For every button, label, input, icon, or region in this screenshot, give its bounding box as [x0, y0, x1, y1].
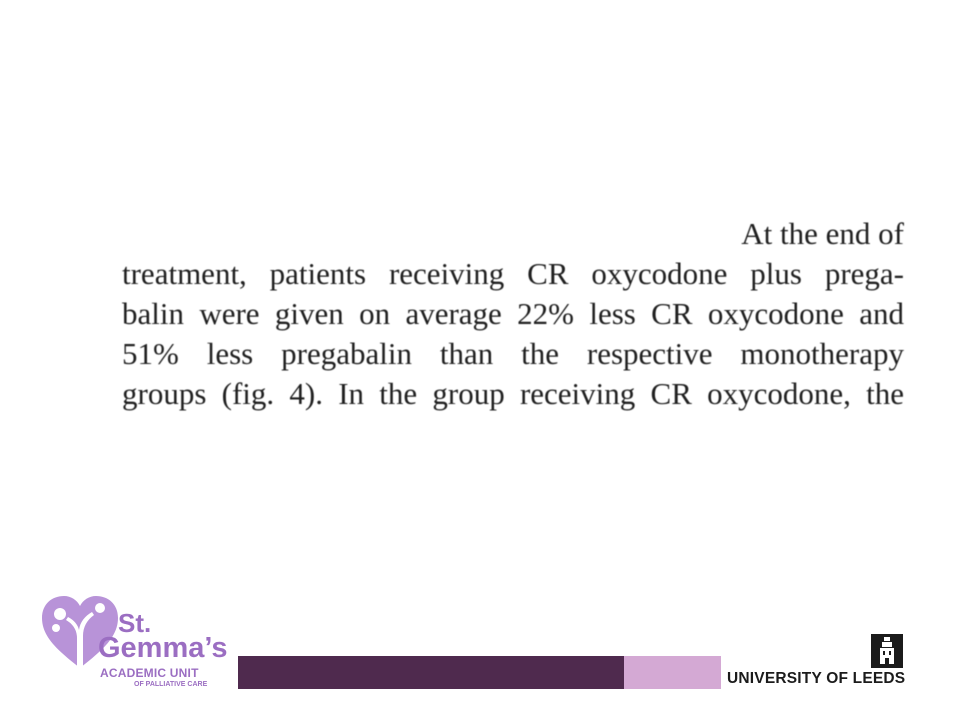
university-of-leeds-label: UNIVERSITY OF LEEDS [727, 670, 906, 687]
footer-bar-dark [238, 656, 624, 689]
logo-line-gemmas: Gemma’s [98, 632, 228, 664]
document-excerpt [118, 198, 908, 420]
excerpt-line-2: treatment, patients receiving CR oxycodone plus prega- [122, 256, 904, 291]
excerpt-line-1: At the end of [741, 216, 904, 251]
excerpt-line-5: groups (fig. 4). In the group receiving CR oxycodone, the [122, 376, 904, 411]
excerpt-text [122, 198, 904, 414]
excerpt-line-4: 51% less pregabalin than the respective monotherapy [122, 336, 904, 371]
logo-line-academic-unit: ACADEMIC UNIT [100, 666, 199, 680]
logo-line-palliative-care: OF PALLIATIVE CARE [134, 681, 208, 688]
st-gemmas-logo [40, 592, 230, 692]
leeds-tower-icon [871, 634, 903, 668]
excerpt-line-3: balin were given on average 22% less CR oxycodone and [122, 296, 904, 331]
footer-bar-light [624, 656, 721, 689]
logo-line-st: St. [118, 608, 152, 638]
excerpt-cutoff-top [122, 198, 904, 214]
logo-wordmark [98, 610, 234, 688]
